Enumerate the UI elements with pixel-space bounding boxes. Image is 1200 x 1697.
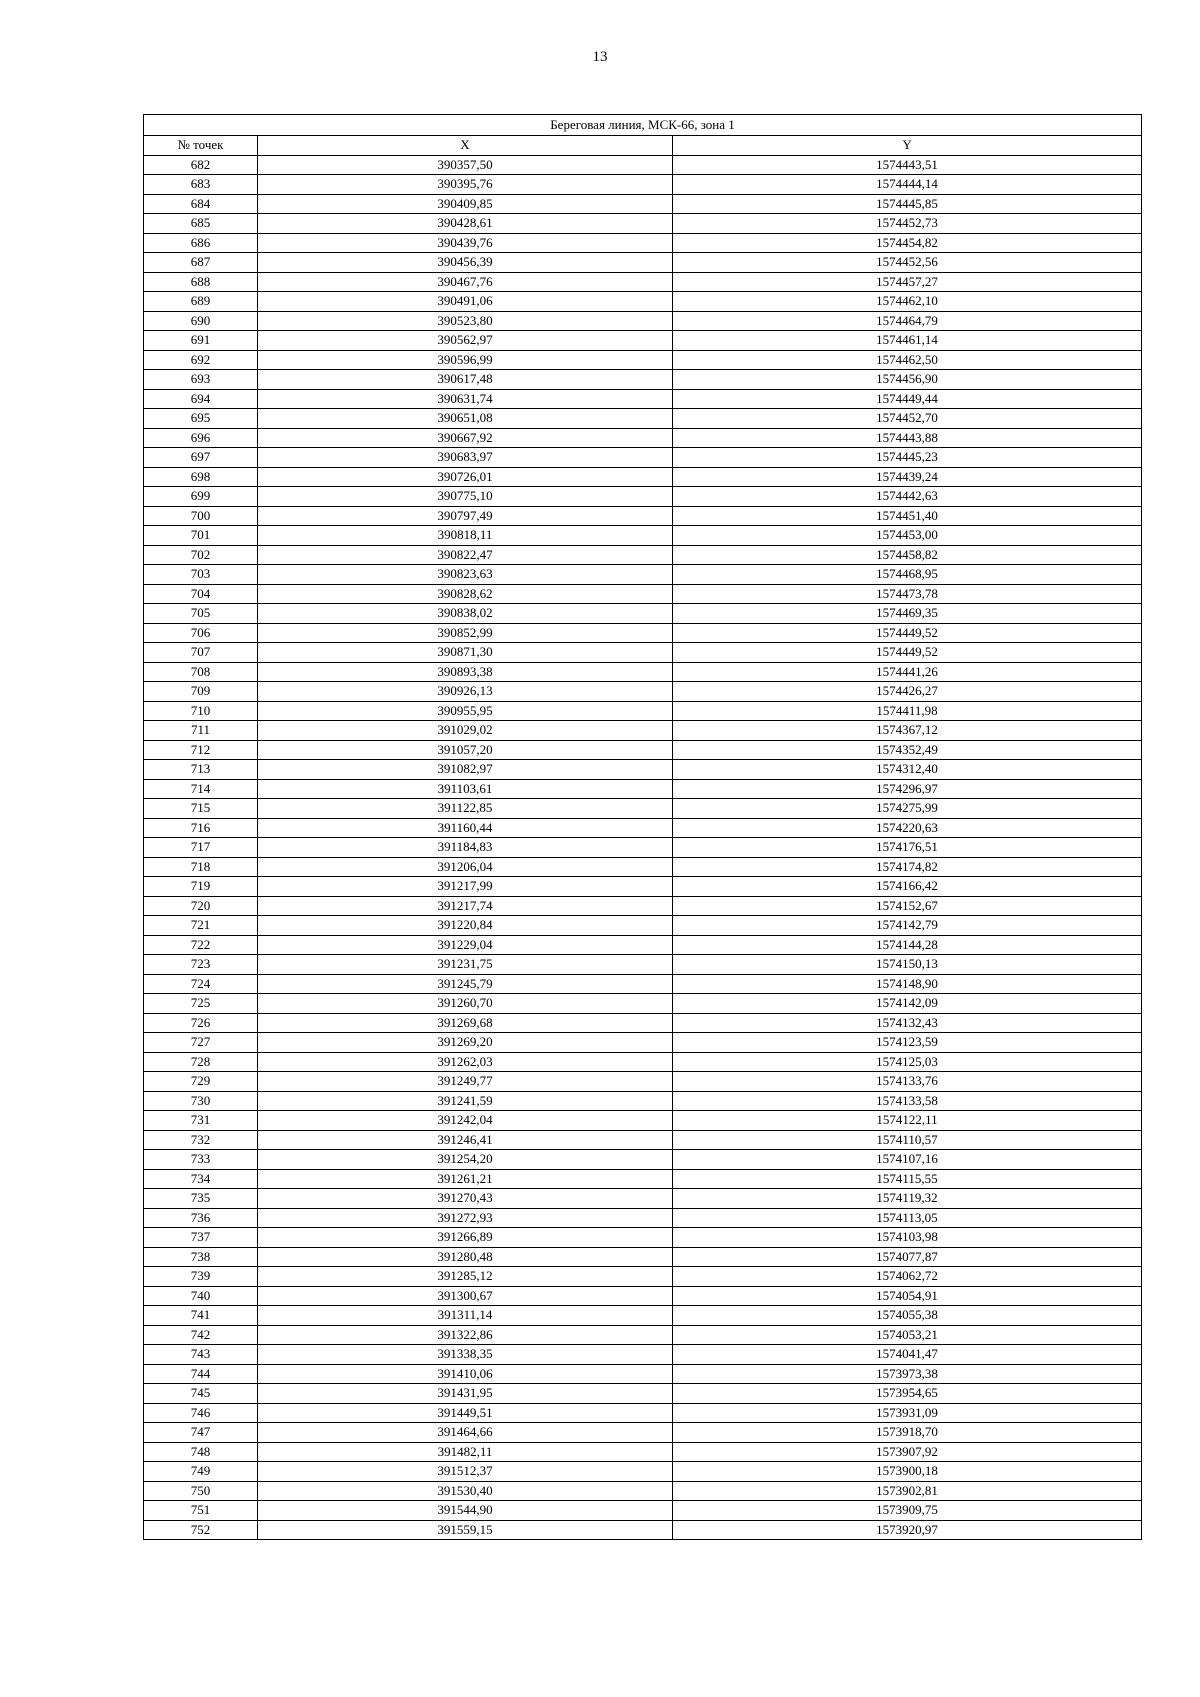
table-row [144, 1520, 1142, 1540]
table-row [144, 1169, 1142, 1189]
cell-point-number: 740 [144, 1286, 258, 1306]
table-row [144, 1111, 1142, 1131]
cell-x: 391285,12 [258, 1267, 673, 1287]
cell-x: 390409,85 [258, 194, 673, 214]
table-row [144, 155, 1142, 175]
cell-y: 1574439,24 [673, 467, 1142, 487]
table-row [144, 838, 1142, 858]
cell-x: 390822,47 [258, 545, 673, 565]
cell-point-number: 715 [144, 799, 258, 819]
cell-point-number: 708 [144, 662, 258, 682]
table-row [144, 545, 1142, 565]
cell-y: 1574468,95 [673, 565, 1142, 585]
table-row [144, 623, 1142, 643]
cell-point-number: 691 [144, 331, 258, 351]
cell-point-number: 728 [144, 1052, 258, 1072]
cell-x: 391300,67 [258, 1286, 673, 1306]
cell-y: 1573954,65 [673, 1384, 1142, 1404]
cell-point-number: 714 [144, 779, 258, 799]
cell-y: 1574352,49 [673, 740, 1142, 760]
cell-y: 1574449,52 [673, 623, 1142, 643]
table-row [144, 311, 1142, 331]
cell-x: 391217,99 [258, 877, 673, 897]
cell-y: 1574444,14 [673, 175, 1142, 195]
table-row [144, 1403, 1142, 1423]
cell-x: 390893,38 [258, 662, 673, 682]
cell-point-number: 732 [144, 1130, 258, 1150]
table-header-row [144, 136, 1142, 156]
table-row [144, 760, 1142, 780]
table-row [144, 1501, 1142, 1521]
table-title-row [144, 115, 1142, 136]
cell-point-number: 749 [144, 1462, 258, 1482]
cell-x: 390617,48 [258, 370, 673, 390]
cell-y: 1574054,91 [673, 1286, 1142, 1306]
cell-y: 1574125,03 [673, 1052, 1142, 1072]
cell-point-number: 742 [144, 1325, 258, 1345]
table-row [144, 1033, 1142, 1053]
cell-point-number: 717 [144, 838, 258, 858]
cell-y: 1574469,35 [673, 604, 1142, 624]
page-number: 13 [592, 49, 608, 65]
cell-x: 391254,20 [258, 1150, 673, 1170]
coordinates-table [143, 114, 1142, 1540]
cell-x: 391231,75 [258, 955, 673, 975]
table-row [144, 331, 1142, 351]
cell-x: 390828,62 [258, 584, 673, 604]
cell-x: 391262,03 [258, 1052, 673, 1072]
cell-point-number: 687 [144, 253, 258, 273]
table-row [144, 526, 1142, 546]
cell-point-number: 697 [144, 448, 258, 468]
cell-point-number: 704 [144, 584, 258, 604]
cell-x: 391220,84 [258, 916, 673, 936]
cell-point-number: 706 [144, 623, 258, 643]
cell-x: 391261,21 [258, 1169, 673, 1189]
cell-point-number: 735 [144, 1189, 258, 1209]
cell-x: 390838,02 [258, 604, 673, 624]
table-row [144, 1052, 1142, 1072]
table-row [144, 1364, 1142, 1384]
table-row [144, 877, 1142, 897]
table-row [144, 1442, 1142, 1462]
cell-x: 390523,80 [258, 311, 673, 331]
cell-point-number: 718 [144, 857, 258, 877]
cell-x: 391260,70 [258, 994, 673, 1014]
cell-point-number: 730 [144, 1091, 258, 1111]
table-row [144, 1091, 1142, 1111]
cell-y: 1574452,73 [673, 214, 1142, 234]
cell-x: 391245,79 [258, 974, 673, 994]
cell-y: 1574449,44 [673, 389, 1142, 409]
table-row [144, 370, 1142, 390]
cell-y: 1574142,09 [673, 994, 1142, 1014]
cell-point-number: 684 [144, 194, 258, 214]
cell-x: 390357,50 [258, 155, 673, 175]
cell-y: 1574411,98 [673, 701, 1142, 721]
cell-x: 391544,90 [258, 1501, 673, 1521]
cell-x: 391229,04 [258, 935, 673, 955]
table-row [144, 1228, 1142, 1248]
cell-x: 391249,77 [258, 1072, 673, 1092]
cell-x: 391122,85 [258, 799, 673, 819]
cell-x: 391029,02 [258, 721, 673, 741]
cell-point-number: 685 [144, 214, 258, 234]
cell-x: 391103,61 [258, 779, 673, 799]
cell-x: 391280,48 [258, 1247, 673, 1267]
cell-y: 1574053,21 [673, 1325, 1142, 1345]
cell-x: 390683,97 [258, 448, 673, 468]
cell-x: 391082,97 [258, 760, 673, 780]
cell-point-number: 733 [144, 1150, 258, 1170]
cell-point-number: 722 [144, 935, 258, 955]
cell-point-number: 744 [144, 1364, 258, 1384]
cell-y: 1574462,10 [673, 292, 1142, 312]
cell-x: 390852,99 [258, 623, 673, 643]
table-row [144, 1072, 1142, 1092]
cell-y: 1573918,70 [673, 1423, 1142, 1443]
cell-x: 390456,39 [258, 253, 673, 273]
cell-y: 1574443,88 [673, 428, 1142, 448]
table-row [144, 389, 1142, 409]
table-row [144, 896, 1142, 916]
cell-point-number: 719 [144, 877, 258, 897]
table-row [144, 662, 1142, 682]
cell-y: 1574452,70 [673, 409, 1142, 429]
table-row [144, 1150, 1142, 1170]
cell-y: 1574453,00 [673, 526, 1142, 546]
table-body [144, 155, 1142, 1540]
cell-y: 1574103,98 [673, 1228, 1142, 1248]
cell-point-number: 711 [144, 721, 258, 741]
cell-x: 391449,51 [258, 1403, 673, 1423]
cell-y: 1574461,14 [673, 331, 1142, 351]
cell-y: 1574107,16 [673, 1150, 1142, 1170]
cell-y: 1574174,82 [673, 857, 1142, 877]
table-row [144, 1481, 1142, 1501]
cell-y: 1574110,57 [673, 1130, 1142, 1150]
cell-point-number: 707 [144, 643, 258, 663]
table-row [144, 565, 1142, 585]
cell-point-number: 725 [144, 994, 258, 1014]
cell-x: 391184,83 [258, 838, 673, 858]
table-row [144, 1306, 1142, 1326]
cell-point-number: 699 [144, 487, 258, 507]
cell-y: 1574062,72 [673, 1267, 1142, 1287]
cell-point-number: 702 [144, 545, 258, 565]
table-row [144, 1384, 1142, 1404]
cell-y: 1573973,38 [673, 1364, 1142, 1384]
cell-point-number: 727 [144, 1033, 258, 1053]
cell-x: 391431,95 [258, 1384, 673, 1404]
table-row [144, 701, 1142, 721]
cell-y: 1574113,05 [673, 1208, 1142, 1228]
cell-x: 390775,10 [258, 487, 673, 507]
column-header-x: X [258, 136, 673, 156]
table-row [144, 643, 1142, 663]
table-row [144, 1325, 1142, 1345]
cell-point-number: 713 [144, 760, 258, 780]
table-row [144, 740, 1142, 760]
cell-x: 391272,93 [258, 1208, 673, 1228]
table-row [144, 253, 1142, 273]
cell-point-number: 752 [144, 1520, 258, 1540]
cell-y: 1574456,90 [673, 370, 1142, 390]
cell-x: 390596,99 [258, 350, 673, 370]
cell-y: 1574041,47 [673, 1345, 1142, 1365]
cell-x: 391338,35 [258, 1345, 673, 1365]
table-row [144, 1423, 1142, 1443]
table-row [144, 272, 1142, 292]
table-row [144, 604, 1142, 624]
table-title: Береговая линия, МСК-66, зона 1 [144, 115, 1142, 136]
cell-y: 1573900,18 [673, 1462, 1142, 1482]
column-header-point-number: № точек [144, 136, 258, 156]
cell-point-number: 709 [144, 682, 258, 702]
table-row [144, 175, 1142, 195]
cell-point-number: 693 [144, 370, 258, 390]
cell-y: 1574133,58 [673, 1091, 1142, 1111]
cell-x: 391217,74 [258, 896, 673, 916]
cell-point-number: 690 [144, 311, 258, 331]
cell-point-number: 726 [144, 1013, 258, 1033]
cell-x: 391269,20 [258, 1033, 673, 1053]
cell-y: 1574144,28 [673, 935, 1142, 955]
table-row [144, 1462, 1142, 1482]
cell-point-number: 750 [144, 1481, 258, 1501]
cell-y: 1574115,55 [673, 1169, 1142, 1189]
cell-y: 1574055,38 [673, 1306, 1142, 1326]
table-row [144, 1345, 1142, 1365]
cell-y: 1574443,51 [673, 155, 1142, 175]
cell-point-number: 751 [144, 1501, 258, 1521]
table-row [144, 1189, 1142, 1209]
cell-y: 1573909,75 [673, 1501, 1142, 1521]
cell-point-number: 705 [144, 604, 258, 624]
cell-y: 1573931,09 [673, 1403, 1142, 1423]
cell-y: 1574275,99 [673, 799, 1142, 819]
table-row [144, 721, 1142, 741]
cell-y: 1574442,63 [673, 487, 1142, 507]
cell-point-number: 695 [144, 409, 258, 429]
table-row [144, 1286, 1142, 1306]
cell-y: 1573907,92 [673, 1442, 1142, 1462]
cell-point-number: 682 [144, 155, 258, 175]
table-row [144, 799, 1142, 819]
table-row [144, 428, 1142, 448]
cell-y: 1574166,42 [673, 877, 1142, 897]
cell-point-number: 748 [144, 1442, 258, 1462]
cell-point-number: 729 [144, 1072, 258, 1092]
cell-point-number: 720 [144, 896, 258, 916]
cell-x: 391160,44 [258, 818, 673, 838]
table-row [144, 1013, 1142, 1033]
cell-x: 390797,49 [258, 506, 673, 526]
cell-y: 1574123,59 [673, 1033, 1142, 1053]
cell-y: 1574148,90 [673, 974, 1142, 994]
column-header-y: Y [673, 136, 1142, 156]
cell-x: 390395,76 [258, 175, 673, 195]
table-row [144, 233, 1142, 253]
table-row [144, 1208, 1142, 1228]
cell-x: 391057,20 [258, 740, 673, 760]
cell-x: 391322,86 [258, 1325, 673, 1345]
table-row [144, 506, 1142, 526]
cell-y: 1574445,85 [673, 194, 1142, 214]
cell-y: 1574152,67 [673, 896, 1142, 916]
cell-x: 390467,76 [258, 272, 673, 292]
cell-point-number: 686 [144, 233, 258, 253]
cell-point-number: 746 [144, 1403, 258, 1423]
cell-point-number: 747 [144, 1423, 258, 1443]
table-row [144, 350, 1142, 370]
cell-point-number: 724 [144, 974, 258, 994]
cell-y: 1574220,63 [673, 818, 1142, 838]
cell-point-number: 703 [144, 565, 258, 585]
table-row [144, 1247, 1142, 1267]
cell-y: 1573920,97 [673, 1520, 1142, 1540]
cell-y: 1574458,82 [673, 545, 1142, 565]
cell-x: 390726,01 [258, 467, 673, 487]
table-row [144, 682, 1142, 702]
cell-x: 390667,92 [258, 428, 673, 448]
cell-point-number: 700 [144, 506, 258, 526]
cell-y: 1573902,81 [673, 1481, 1142, 1501]
table-row [144, 448, 1142, 468]
cell-x: 390955,95 [258, 701, 673, 721]
cell-x: 390439,76 [258, 233, 673, 253]
cell-x: 390562,97 [258, 331, 673, 351]
cell-point-number: 734 [144, 1169, 258, 1189]
cell-x: 391246,41 [258, 1130, 673, 1150]
cell-point-number: 745 [144, 1384, 258, 1404]
cell-x: 390428,61 [258, 214, 673, 234]
cell-y: 1574132,43 [673, 1013, 1142, 1033]
cell-x: 391559,15 [258, 1520, 673, 1540]
cell-y: 1574150,13 [673, 955, 1142, 975]
cell-x: 391530,40 [258, 1481, 673, 1501]
cell-x: 390631,74 [258, 389, 673, 409]
cell-point-number: 739 [144, 1267, 258, 1287]
cell-point-number: 716 [144, 818, 258, 838]
cell-x: 390651,08 [258, 409, 673, 429]
cell-y: 1574473,78 [673, 584, 1142, 604]
table-row [144, 916, 1142, 936]
cell-x: 391241,59 [258, 1091, 673, 1111]
cell-x: 390818,11 [258, 526, 673, 546]
table-row [144, 292, 1142, 312]
table-row [144, 994, 1142, 1014]
table-row [144, 935, 1142, 955]
cell-x: 391311,14 [258, 1306, 673, 1326]
cell-point-number: 741 [144, 1306, 258, 1326]
cell-x: 391464,66 [258, 1423, 673, 1443]
cell-point-number: 738 [144, 1247, 258, 1267]
cell-y: 1574464,79 [673, 311, 1142, 331]
cell-point-number: 712 [144, 740, 258, 760]
table-row [144, 955, 1142, 975]
cell-point-number: 688 [144, 272, 258, 292]
cell-x: 391270,43 [258, 1189, 673, 1209]
cell-x: 391266,89 [258, 1228, 673, 1248]
cell-x: 391242,04 [258, 1111, 673, 1131]
cell-y: 1574452,56 [673, 253, 1142, 273]
cell-point-number: 694 [144, 389, 258, 409]
cell-x: 390491,06 [258, 292, 673, 312]
cell-x: 391206,04 [258, 857, 673, 877]
cell-y: 1574133,76 [673, 1072, 1142, 1092]
cell-y: 1574451,40 [673, 506, 1142, 526]
table-row [144, 857, 1142, 877]
table-row [144, 1267, 1142, 1287]
table-row [144, 214, 1142, 234]
cell-y: 1574426,27 [673, 682, 1142, 702]
cell-y: 1574296,97 [673, 779, 1142, 799]
cell-y: 1574119,32 [673, 1189, 1142, 1209]
table-row [144, 1130, 1142, 1150]
table-row [144, 487, 1142, 507]
table-row [144, 584, 1142, 604]
cell-x: 390871,30 [258, 643, 673, 663]
cell-point-number: 689 [144, 292, 258, 312]
cell-point-number: 736 [144, 1208, 258, 1228]
cell-point-number: 743 [144, 1345, 258, 1365]
cell-point-number: 698 [144, 467, 258, 487]
cell-y: 1574312,40 [673, 760, 1142, 780]
cell-x: 391269,68 [258, 1013, 673, 1033]
cell-point-number: 710 [144, 701, 258, 721]
table-row [144, 467, 1142, 487]
cell-point-number: 731 [144, 1111, 258, 1131]
cell-x: 391410,06 [258, 1364, 673, 1384]
cell-y: 1574454,82 [673, 233, 1142, 253]
cell-x: 390926,13 [258, 682, 673, 702]
cell-point-number: 696 [144, 428, 258, 448]
cell-x: 391482,11 [258, 1442, 673, 1462]
cell-y: 1574449,52 [673, 643, 1142, 663]
cell-y: 1574077,87 [673, 1247, 1142, 1267]
cell-y: 1574142,79 [673, 916, 1142, 936]
cell-point-number: 701 [144, 526, 258, 546]
table-row [144, 779, 1142, 799]
cell-point-number: 737 [144, 1228, 258, 1248]
cell-point-number: 692 [144, 350, 258, 370]
table-row [144, 974, 1142, 994]
cell-y: 1574445,23 [673, 448, 1142, 468]
cell-x: 391512,37 [258, 1462, 673, 1482]
table-row [144, 818, 1142, 838]
cell-y: 1574462,50 [673, 350, 1142, 370]
table-row [144, 194, 1142, 214]
cell-x: 390823,63 [258, 565, 673, 585]
cell-y: 1574367,12 [673, 721, 1142, 741]
cell-y: 1574457,27 [673, 272, 1142, 292]
cell-y: 1574441,26 [673, 662, 1142, 682]
cell-y: 1574122,11 [673, 1111, 1142, 1131]
cell-point-number: 721 [144, 916, 258, 936]
cell-y: 1574176,51 [673, 838, 1142, 858]
table-row [144, 409, 1142, 429]
cell-point-number: 683 [144, 175, 258, 195]
cell-point-number: 723 [144, 955, 258, 975]
